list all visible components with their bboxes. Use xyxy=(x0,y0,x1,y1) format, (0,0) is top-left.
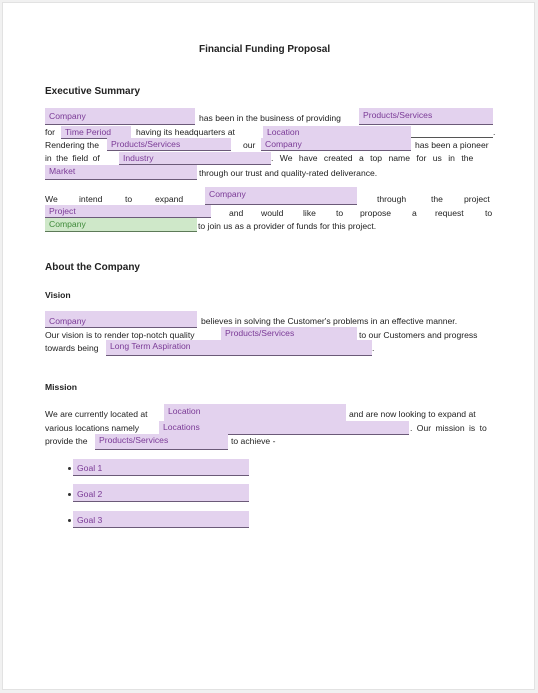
exec-text: request xyxy=(435,208,464,218)
exec-text: the xyxy=(431,194,443,204)
exec-text: having its headquarters at xyxy=(136,127,235,137)
company-field[interactable]: Company xyxy=(45,311,197,328)
company-field-highlighted[interactable]: Company xyxy=(45,218,197,232)
exec-text: and xyxy=(229,208,244,218)
exec-text: like xyxy=(303,208,316,218)
locations-field[interactable]: Locations xyxy=(159,421,409,435)
exec-text: through xyxy=(377,194,407,204)
location-field[interactable]: Location xyxy=(164,404,346,423)
products-services-field[interactable]: Products/Services xyxy=(221,327,357,341)
about-company-heading: About the Company xyxy=(45,262,140,273)
market-field[interactable]: Market xyxy=(45,165,197,180)
mission-text: and are now looking to expand at xyxy=(349,409,476,419)
time-period-field[interactable]: Time Period xyxy=(61,126,131,139)
exec-text: . xyxy=(493,127,496,137)
vision-text: towards being xyxy=(45,343,99,353)
products-services-field[interactable]: Products/Services xyxy=(95,434,228,450)
exec-text: to xyxy=(485,208,493,218)
exec-text: propose xyxy=(360,208,392,218)
exec-text: to xyxy=(336,208,344,218)
exec-text: has been a pioneer xyxy=(415,140,489,150)
bullet-icon xyxy=(68,467,71,470)
exec-text: . We have created a top name for us in the xyxy=(271,153,474,163)
exec-text: has been in the business of providing xyxy=(199,113,341,123)
exec-text: Rendering the xyxy=(45,140,99,150)
project-field[interactable]: Project xyxy=(45,205,211,218)
products-services-field[interactable]: Products/Services xyxy=(359,108,493,125)
exec-text: in the field of xyxy=(45,153,100,163)
vision-text: . xyxy=(372,343,375,353)
document-title: Financial Funding Proposal xyxy=(199,44,331,55)
vision-text: believes in solving the Customer's problems in an effective manner. xyxy=(201,316,458,326)
goal-field[interactable]: Goal 2 xyxy=(73,484,249,502)
vision-text: to our Customers and progress xyxy=(359,330,478,340)
exec-text: a xyxy=(412,208,417,218)
executive-summary-heading: Executive Summary xyxy=(45,86,141,97)
exec-text: intend xyxy=(79,194,103,204)
mission-text: to achieve - xyxy=(231,436,276,446)
bullet-icon xyxy=(68,519,71,522)
exec-text: our xyxy=(243,140,256,150)
mission-text: We are currently located at xyxy=(45,409,148,419)
location-field[interactable]: Location xyxy=(263,126,411,139)
company-field[interactable]: Company xyxy=(261,138,411,151)
goal-field[interactable]: Goal 3 xyxy=(73,511,249,528)
exec-text: project xyxy=(464,194,490,204)
company-field[interactable]: Company xyxy=(205,187,357,205)
document-page xyxy=(2,2,535,690)
mission-text: . Our mission is to xyxy=(410,423,487,433)
exec-text: for xyxy=(45,127,56,137)
exec-text: would xyxy=(261,208,284,218)
industry-field[interactable]: Industry xyxy=(119,152,271,165)
exec-text: We xyxy=(45,194,58,204)
mission-text: various locations namely xyxy=(45,423,140,433)
mission-heading: Mission xyxy=(45,382,77,392)
bullet-icon xyxy=(68,493,71,496)
goal-field[interactable]: Goal 1 xyxy=(73,459,249,476)
exec-text: through our trust and quality-rated deliverance. xyxy=(199,168,378,178)
vision-heading: Vision xyxy=(45,290,71,300)
company-field[interactable]: Company xyxy=(45,108,195,125)
long-term-aspiration-field[interactable]: Long Term Aspiration xyxy=(106,340,372,356)
exec-text: expand xyxy=(155,194,184,204)
products-services-field[interactable]: Products/Services xyxy=(107,138,231,151)
blank-line xyxy=(411,137,493,138)
exec-text: to xyxy=(125,194,133,204)
mission-text: provide the xyxy=(45,436,88,446)
vision-text: Our vision is to render top-notch quality xyxy=(45,330,195,340)
exec-text: to join us as a provider of funds for this project. xyxy=(198,221,377,231)
